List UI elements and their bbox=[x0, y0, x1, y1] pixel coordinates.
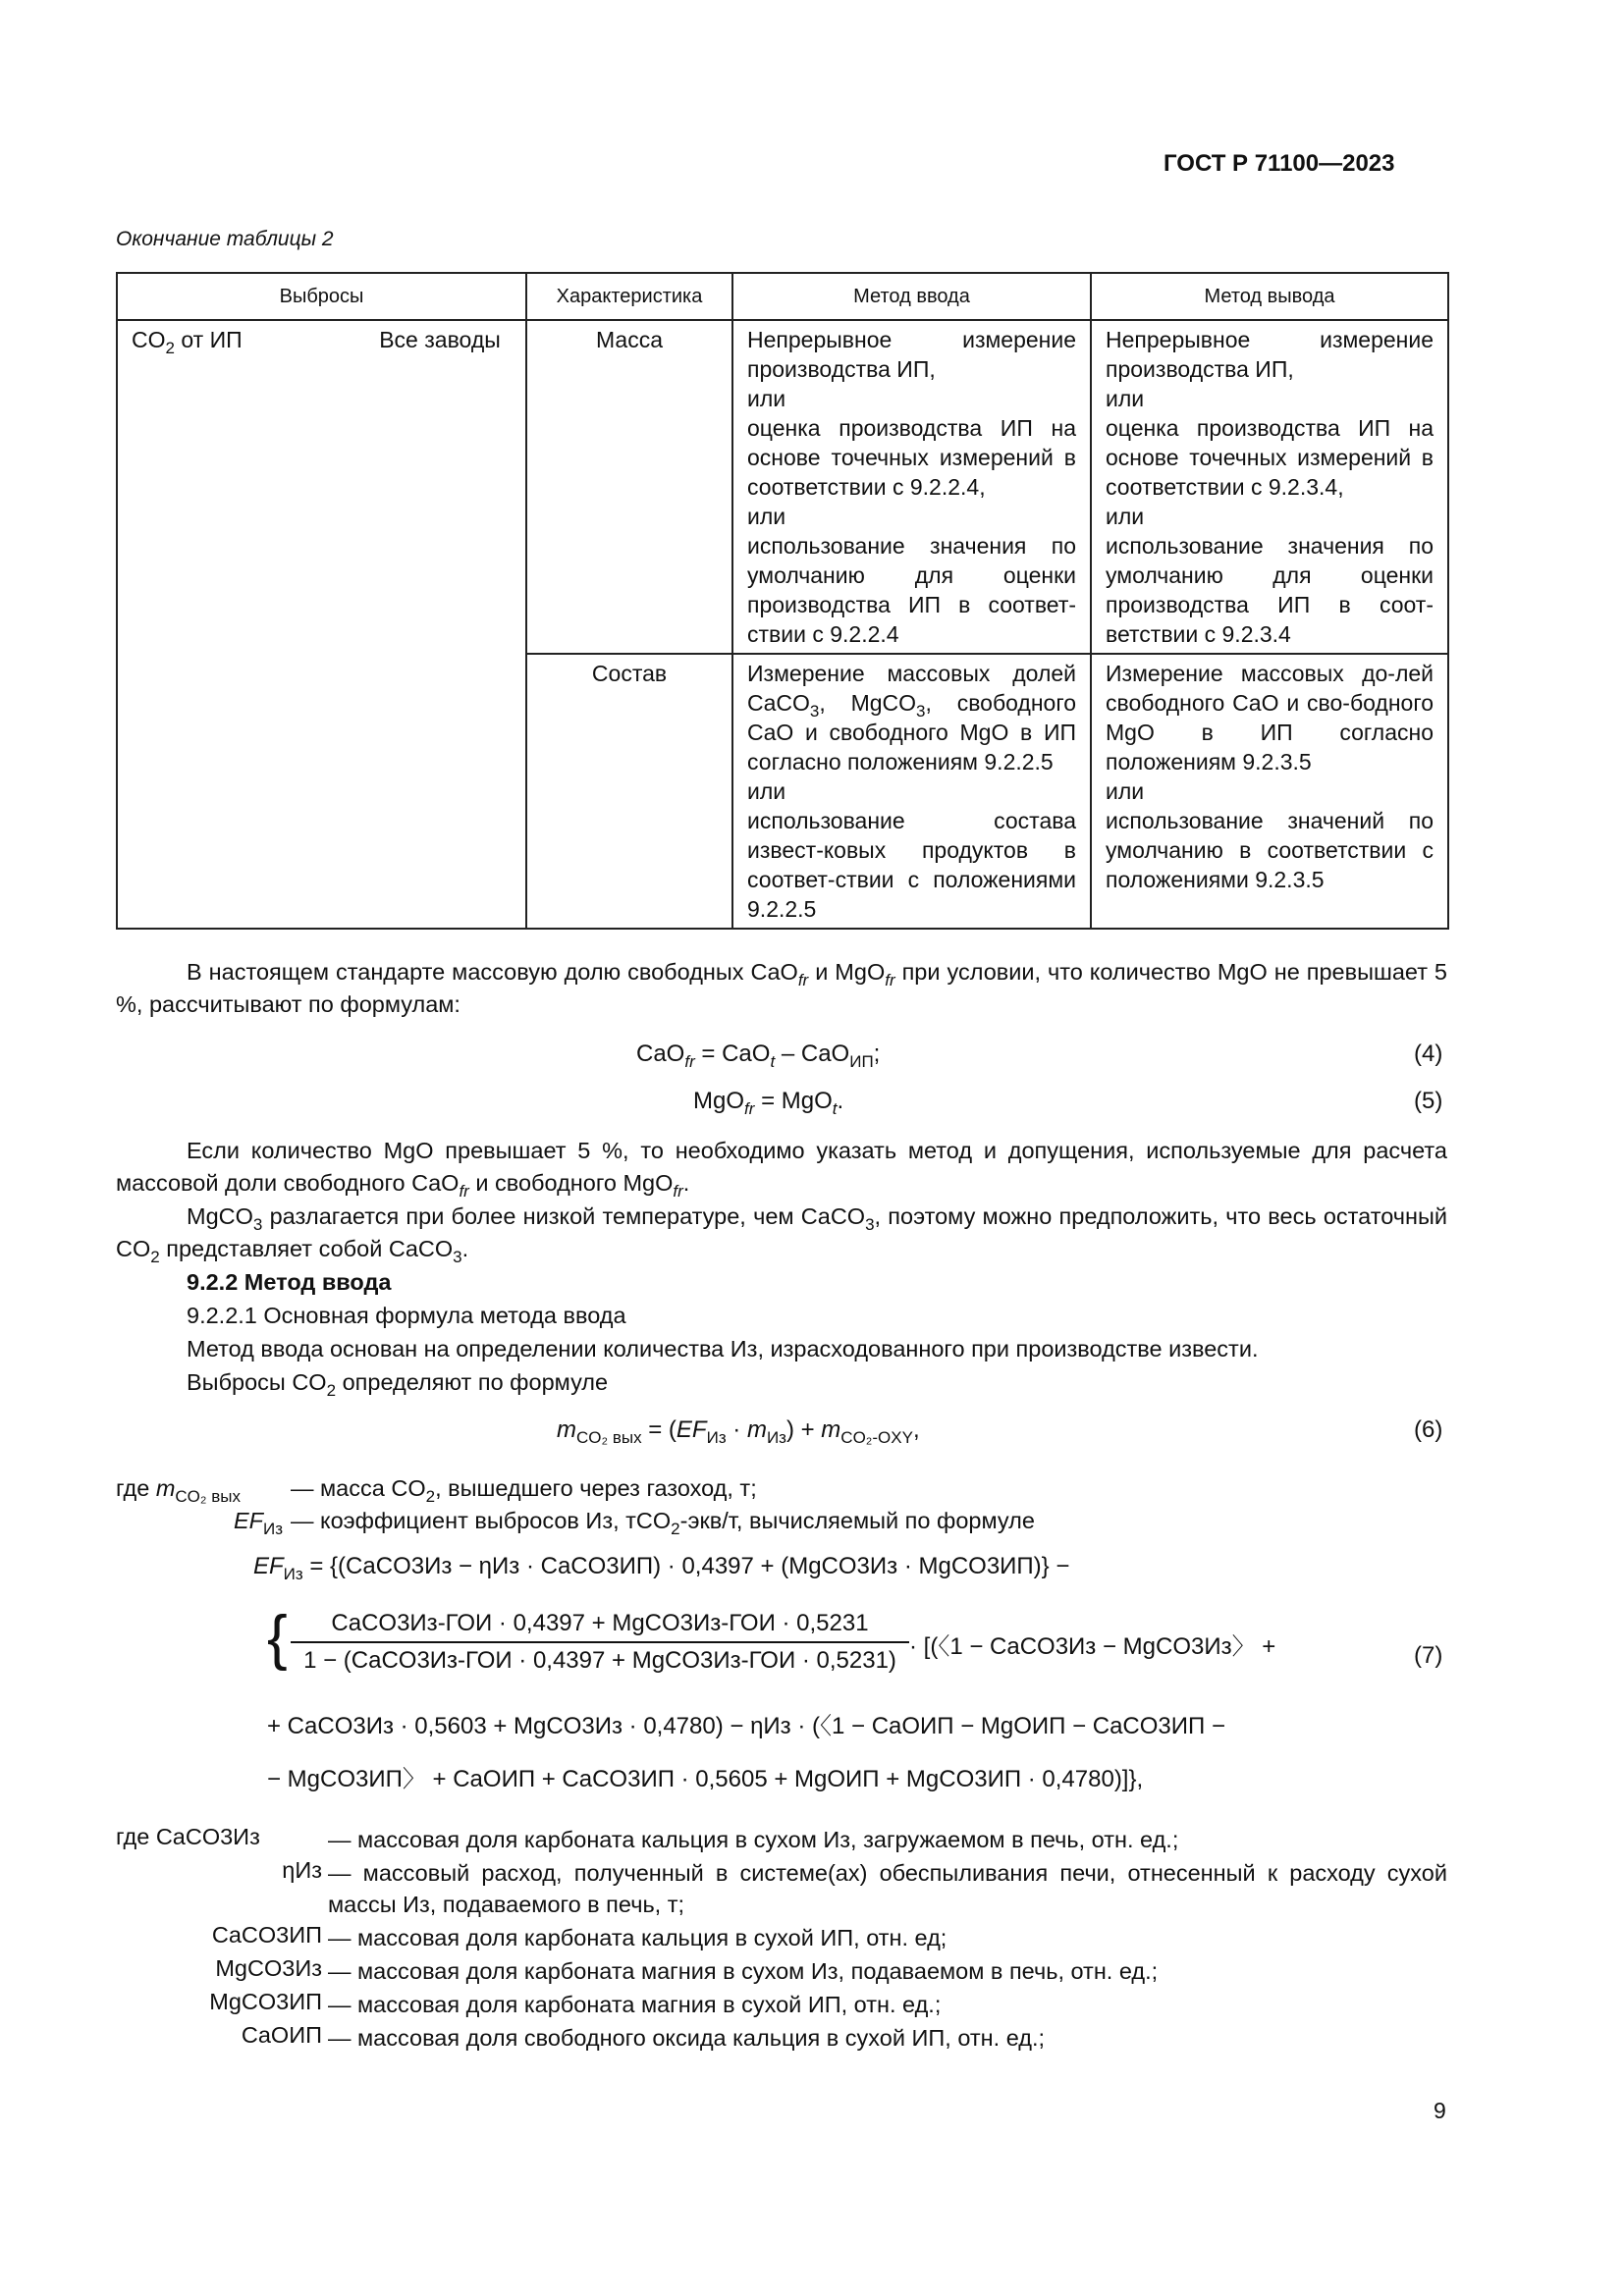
fraction-numerator: CaCO3Из-ГОИ · 0,4397 + MgCO3Из-ГОИ · 0,5231 bbox=[331, 1610, 869, 1636]
table-header-row bbox=[117, 273, 1448, 320]
paragraph-mgo-over-5: Если количество MgO превышает 5 %, то необходимо указать метод и допущения, используемые для расчета массовой доли свободного CaO$_{fr}$ и свободного MgO$_{fr}$. bbox=[116, 1138, 1447, 1201]
output-method-composition: Измерение массовых до-лей свободного CaO и сво-бодного MgO в ИП согласно положениям 9.2.3.5 или использование значений по умолчанию в соответствии с положениями 9.2.3.5 bbox=[1091, 654, 1448, 929]
emissions-table bbox=[116, 272, 1449, 930]
equation-7-line-2-right: · [(〈1 − CaCO3Из − MgCO3Из〉 + bbox=[909, 1633, 1276, 1660]
where-m-co2-symbol: где $m_{CO_2 вых}$ bbox=[116, 1475, 241, 1506]
where-description: — массовая доля карбоната кальция в сухой ИП, отн. ед; bbox=[328, 1925, 947, 1950]
emission-source: $CO_2$ от ИП bbox=[117, 320, 354, 929]
equation-5-number: (5) bbox=[1414, 1088, 1443, 1114]
where-symbol: MgCO3Из bbox=[215, 1955, 322, 1981]
where-symbol: где CaCO3Из bbox=[116, 1824, 260, 1849]
equation-5: MgO$_{fr}$ = MgO$_t$. bbox=[693, 1088, 844, 1118]
where-description: — массовая доля карбоната кальция в сухом Из, загружаемом в печь, отн. ед.; bbox=[328, 1827, 1179, 1852]
paragraph-mgco3: MgCO$_3$ разлагается при более низкой температуре, чем CaCO$_3$, поэтому можно предположить, что весь остаточный $CO_2$ представляет собой CaCO$_3$. bbox=[116, 1203, 1447, 1266]
col-header-input-method: Метод ввода bbox=[732, 273, 1091, 320]
output-method-mass: Непрерывное измерение производства ИП, или оценка производства ИП на основе точечных измерений в соответствии с 9.2.3.4, или использование значения по умолчанию для оценки производства ИП в соот-ветствии с 9.2.3.4 bbox=[1091, 320, 1448, 654]
document-id: ГОСТ Р 71100—2023 bbox=[1164, 150, 1395, 177]
where-description: — массовая доля карбоната магния в сухом Из, подаваемом в печь, отн. ед.; bbox=[328, 1958, 1159, 1984]
equation-4: CaO$_{fr}$ = CaO$_t$ – CaO$_{ИП}$; bbox=[636, 1041, 881, 1071]
where-symbol: CaCO3ИП bbox=[211, 1922, 322, 1948]
where-ef-description: — коэффициент выбросов Из, тCO$_2$-экв/т, вычисляемый по формуле bbox=[291, 1508, 1035, 1538]
where-symbol: ηИз bbox=[282, 1857, 322, 1883]
equation-7-line-3: + CaCO3Из · 0,5603 + MgCO3Из · 0,4780) − ηИз · (〈1 − CaOИП − MgOИП − CaCO3ИП − bbox=[267, 1713, 1225, 1739]
table-caption: Окончание таблицы 2 bbox=[116, 228, 334, 250]
left-brace-glyph: { bbox=[267, 1604, 288, 1672]
section-heading-9-2-2: 9.2.2 Метод ввода bbox=[187, 1269, 392, 1295]
where-ef-symbol: $EF_{Из}$ bbox=[233, 1508, 283, 1538]
equation-7-number: (7) bbox=[1414, 1642, 1443, 1669]
where-description: — массовый расход, полученный в системе(ах) обеспыливания печи, отнесенный к расходу сухой массы Из, подаваемого в печь, т; bbox=[328, 1860, 1447, 1917]
paragraph-input-method: Метод ввода основан на определении количества Из, израсходованного при производстве извести. bbox=[187, 1336, 1259, 1362]
characteristic-mass: Масса bbox=[526, 320, 732, 654]
col-header-characteristic: Характеристика bbox=[526, 273, 732, 320]
equation-6-number: (6) bbox=[1414, 1416, 1443, 1443]
where-description: — массовая доля карбоната магния в сухой ИП, отн. ед.; bbox=[328, 1992, 942, 2017]
paragraph-free-oxides: В настоящем стандарте массовую долю свободных CaO$_{fr}$ и MgO$_{fr}$ при условии, что количество MgO не превышает 5 %, рассчитывают по формулам: bbox=[116, 959, 1447, 1017]
where-description: — массовая доля свободного оксида кальция в сухой ИП, отн. ед.; bbox=[328, 2025, 1046, 2051]
table-row-mass bbox=[117, 320, 1448, 654]
where-m-co2-description: — масса $CO_2$, вышедшего через газоход, т; bbox=[291, 1475, 757, 1506]
where-symbol: MgCO3ИП bbox=[209, 1989, 322, 2014]
plants-cell: Все заводы bbox=[354, 320, 526, 929]
input-method-composition: Измерение массовых долей CaCO$_3$, MgCO$_3$, свободного CaO и свободного MgO в ИП согласно положениям 9.2.2.5 или использование состава извест-ковых продуктов в соответ-ствии с положениями 9.2.2.5 bbox=[732, 654, 1091, 929]
characteristic-composition: Состав bbox=[526, 654, 732, 929]
col-header-output-method: Метод вывода bbox=[1091, 273, 1448, 320]
subsection-heading-9-2-2-1: 9.2.2.1 Основная формула метода ввода bbox=[187, 1303, 626, 1328]
equation-4-number: (4) bbox=[1414, 1041, 1443, 1067]
page-number: 9 bbox=[1434, 2098, 1446, 2123]
paragraph-emissions: Выбросы $CO_2$ определяют по формуле bbox=[187, 1369, 609, 1400]
where-symbol: CaOИП bbox=[241, 2022, 322, 2048]
equation-7-fraction bbox=[291, 1610, 909, 1675]
col-header-emissions: Выбросы bbox=[117, 273, 526, 320]
equation-7-line-1: $EF_{Из}$ = {(CaCO3Из − ηИз · CaCO3ИП) · 0,4397 + (MgCO3Из · MgCO3ИП)} − bbox=[253, 1553, 1070, 1583]
input-method-mass: Непрерывное измерение производства ИП, или оценка производства ИП на основе точечных измерений в соответствии с 9.2.2.4, или использование значения по умолчанию для оценки производства ИП в соответ-ствии с 9.2.2.4 bbox=[732, 320, 1091, 654]
equation-6: $m_{CO_2 вых} = (EF_{Из} \cdot m_{Из}) + m_{CO_2-OXY}$, bbox=[557, 1416, 920, 1447]
fraction-denominator: 1 − (CaCO3Из-ГОИ · 0,4397 + MgCO3Из-ГОИ · 0,5231) bbox=[291, 1641, 909, 1675]
equation-7-line-4: − MgCO3ИП〉 + CaOИП + CaCO3ИП · 0,5605 + MgOИП + MgCO3ИП · 0,4780)]}, bbox=[267, 1766, 1144, 1792]
